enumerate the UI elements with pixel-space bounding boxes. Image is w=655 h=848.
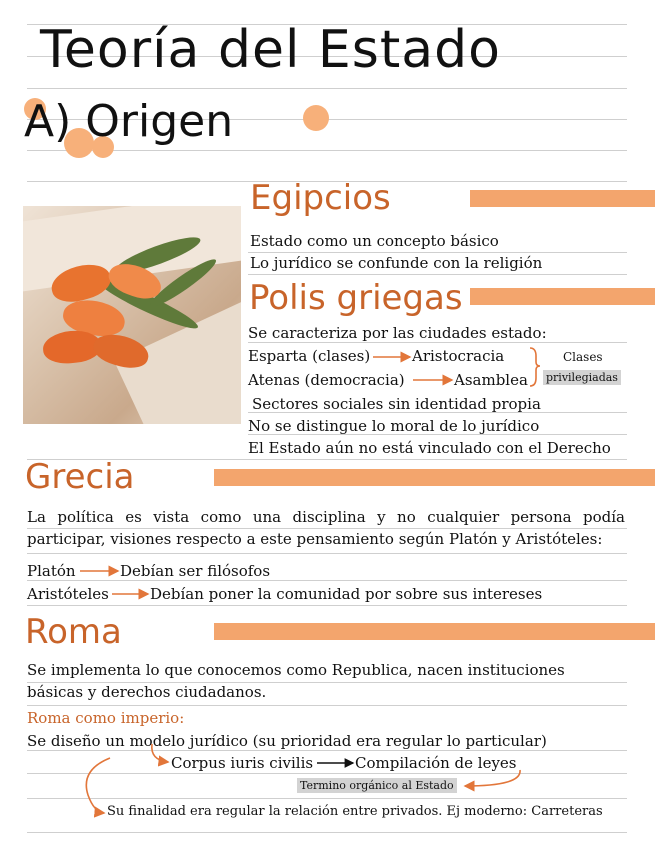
grecia-paragraph: La política es vista como una disciplina y no cualquier persona podía participar, visiones respecto a este pensamiento según Platón y Aristóteles: xyxy=(27,508,625,548)
page-title: Teoría del Estado xyxy=(40,20,501,80)
egipcios-line: Estado como un concepto básico xyxy=(250,232,499,250)
page-subtitle: A) Origen xyxy=(24,96,234,147)
grecia-aristoteles: Aristóteles xyxy=(27,585,109,603)
roma-corpus: Corpus iuris civilis xyxy=(171,754,314,772)
privilegiadas-badge: privilegiadas xyxy=(543,370,621,385)
section-heading-roma: Roma xyxy=(25,612,122,652)
roma-compilacion: Compilación de leyes xyxy=(355,754,517,772)
grecia-aristoteles-text: Debían poner la comunidad por sobre sus intereses xyxy=(150,585,543,603)
polis-asamblea: Asamblea xyxy=(454,371,528,389)
curved-arrow-icon xyxy=(465,770,520,786)
polis-aristocracia: Aristocracia xyxy=(412,347,505,365)
polis-intro: Se caracteriza por las ciudades estado: xyxy=(248,324,547,342)
polis-atenas: Atenas (democracia) xyxy=(248,371,405,389)
grecia-platon-text: Debían ser filósofos xyxy=(120,562,271,580)
section-heading-polis: Polis griegas xyxy=(249,278,463,318)
section-heading-egipcios: Egipcios xyxy=(250,178,391,218)
polis-line: No se distingue lo moral de lo jurídico xyxy=(248,417,540,435)
roma-paragraph: Se implementa lo que conocemos como Republica, nacen instituciones básicas y derechos ciudadanos. xyxy=(27,661,565,701)
polis-line: El Estado aún no está vinculado con el Derecho xyxy=(248,439,611,457)
clases-label: Clases xyxy=(563,350,603,364)
polis-esparta: Esparta (clases) xyxy=(248,347,371,365)
bracket-icon xyxy=(530,348,540,386)
polis-line: Sectores sociales sin identidad propia xyxy=(252,395,541,413)
roma-modelo: Se diseño un modelo jurídico (su prioridad era regular lo particular) xyxy=(27,732,547,750)
roma-finalidad: Su finalidad era regular la relación entre privados. Ej moderno: Carreteras xyxy=(107,804,603,819)
grecia-platon: Platón xyxy=(27,562,76,580)
curved-arrow-icon xyxy=(152,744,168,762)
roma-imperio-label: Roma como imperio: xyxy=(27,709,185,727)
curved-arrow-icon xyxy=(86,758,110,813)
section-heading-grecia: Grecia xyxy=(25,457,135,497)
egipcios-line: Lo jurídico se confunde con la religión xyxy=(250,254,543,272)
termino-badge: Termino orgánico al Estado xyxy=(297,778,457,793)
